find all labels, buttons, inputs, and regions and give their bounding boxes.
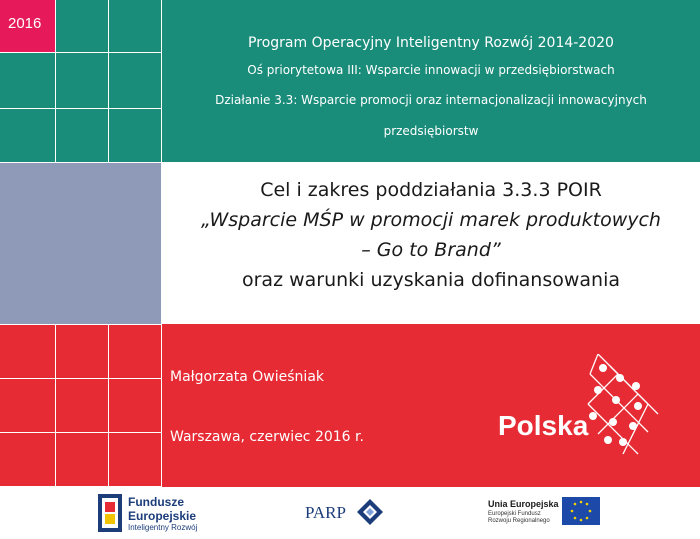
eu-logo xyxy=(488,497,603,535)
title-line-1: Cel i zakres poddziałania 3.3.3 POIR xyxy=(260,179,602,201)
eu-line-1: Unia Europejska xyxy=(488,499,559,509)
footer-logos xyxy=(0,487,700,539)
title-line-4: oraz warunki uzyskania dofinansowania xyxy=(241,269,620,291)
parp-wordmark: PARP xyxy=(305,503,346,522)
place-date: Warszawa, czerwiec 2016 r. xyxy=(170,429,364,445)
year-label: 2016 xyxy=(8,15,42,32)
grid-red-band xyxy=(0,324,162,487)
fe-flag-icon xyxy=(98,494,122,532)
author-name: Małgorzata Owieśniak xyxy=(170,369,325,385)
priority-axis: Oś priorytetowa III: Wsparcie innowacji w przedsiębiorstwach xyxy=(247,63,615,77)
title-line-2: „Wsparcie MŚP w promocji marek produktowych xyxy=(201,209,661,231)
eu-line-3: Rozwoju Regionalnego xyxy=(488,518,550,524)
eu-flag-icon xyxy=(562,497,600,525)
parp-diamond-icon xyxy=(357,499,383,525)
measure-line-2: przedsiębiorstw xyxy=(383,124,479,138)
fe-line-2: Europejskie xyxy=(128,509,197,523)
program-title: Program Operacyjny Inteligentny Rozwój 2014-2020 xyxy=(248,35,614,51)
presentation-title xyxy=(162,162,700,324)
left-decor-grid xyxy=(0,0,162,487)
author-block xyxy=(162,324,700,487)
year-badge xyxy=(0,0,55,52)
polska-wordmark: Polska xyxy=(498,410,589,441)
fundusze-europejskie-logo xyxy=(98,492,208,534)
eu-line-2: Europejski Fundusz xyxy=(488,511,541,517)
program-header xyxy=(162,0,700,162)
polska-logo xyxy=(498,354,668,464)
measure-line-1: Działanie 3.3: Wsparcie promocji oraz internacjonalizacji innowacyjnych xyxy=(215,93,647,107)
fe-line-1: Fundusze xyxy=(128,495,184,509)
title-line-3: – Go to Brand” xyxy=(361,239,501,261)
parp-logo xyxy=(305,499,385,529)
fe-line-3: Inteligentny Rozwój xyxy=(128,523,198,532)
